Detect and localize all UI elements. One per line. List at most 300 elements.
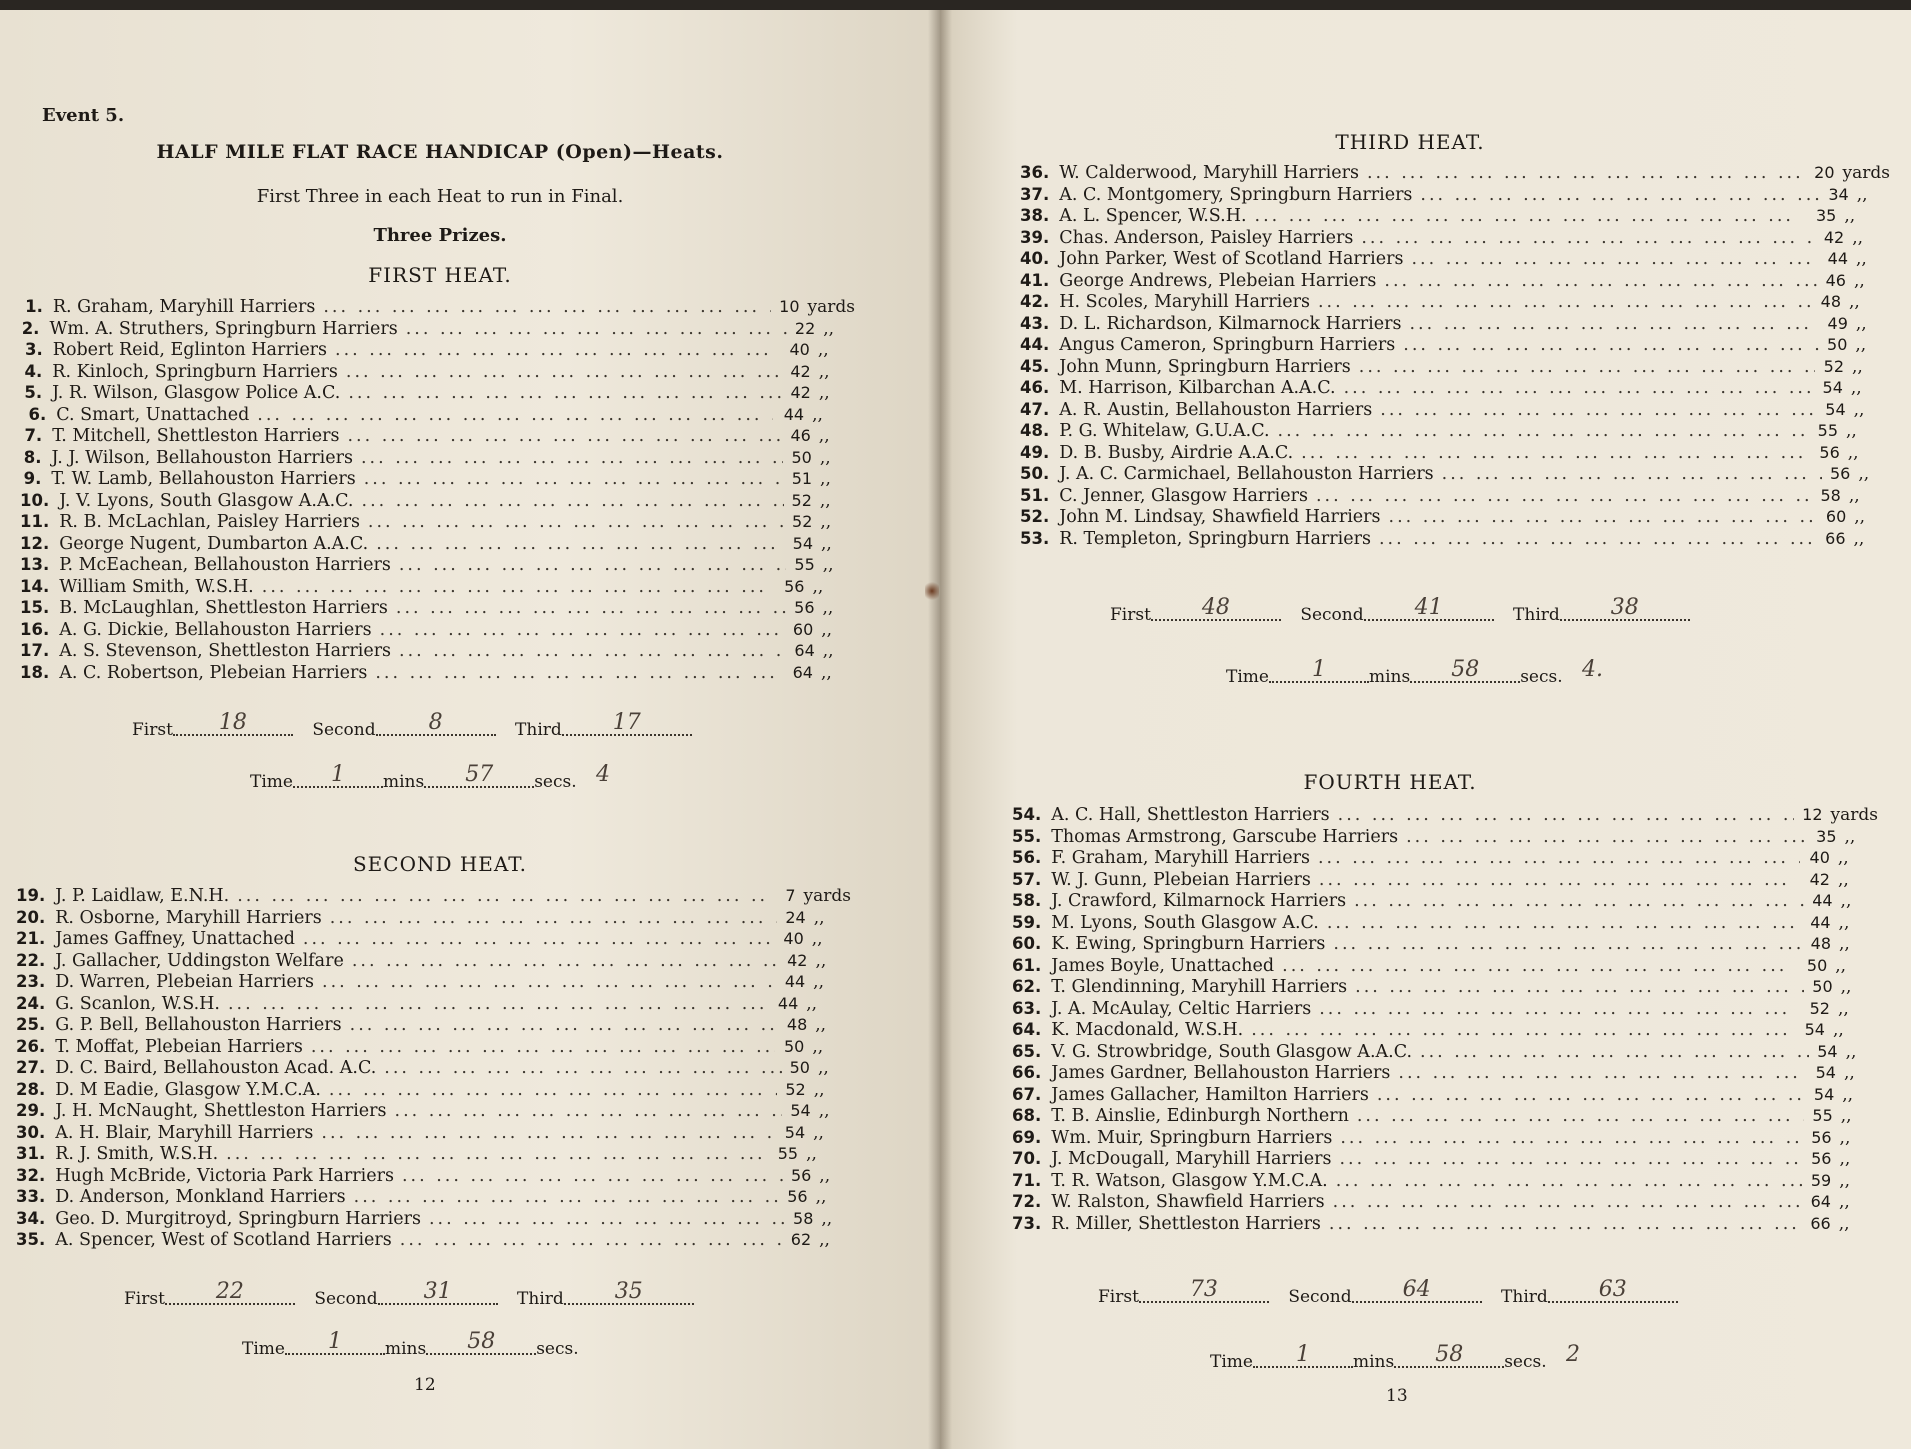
leader-dots	[329, 1080, 777, 1100]
third-label: Third	[517, 1289, 564, 1309]
entry-number: 4.	[24, 361, 43, 381]
entry-name: Angus Cameron, Springburn Harriers	[1059, 335, 1396, 355]
entry-row	[16, 1166, 851, 1188]
leader-dots	[1409, 314, 1819, 334]
entry-name: James Gardner, Bellahouston Harriers	[1051, 1063, 1391, 1083]
entry-handicap: 7	[785, 886, 796, 905]
entry-handicap-unit: ,,	[1838, 1213, 1850, 1234]
entry-handicap: 52	[791, 490, 812, 510]
entry-row	[1020, 357, 1890, 379]
entry-handicap: 56	[1811, 1127, 1832, 1147]
leader-dots	[352, 951, 779, 971]
entry-number: 19.	[16, 886, 46, 905]
entry-row	[20, 362, 855, 384]
entry-number: 42.	[1020, 292, 1050, 311]
entry-name: T. Mitchell, Shettleston Harriers	[52, 426, 340, 446]
entry-name: W. Ralston, Shawfield Harriers	[1051, 1192, 1325, 1212]
leader-dots	[1359, 357, 1815, 377]
entry-number: 36.	[1020, 163, 1050, 182]
entry-handicap-unit: yards	[1830, 805, 1878, 825]
entry-handicap-unit: ,,	[819, 1165, 831, 1186]
entry-number: 69.	[1012, 1127, 1042, 1147]
entry-row	[1020, 378, 1890, 400]
entry-handicap: 42	[787, 950, 808, 970]
mins-label: mins	[1368, 667, 1411, 687]
time-mins-value: 1	[327, 1329, 342, 1354]
entry-handicap-unit: ,,	[1837, 998, 1849, 1019]
leader-dots	[1318, 292, 1811, 312]
first-place-value: 22	[215, 1279, 244, 1304]
entry-handicap: 52	[792, 512, 813, 531]
entry-number: 64.	[1012, 1020, 1042, 1039]
entry-handicap: 50	[783, 1036, 805, 1056]
leader-dots	[1344, 378, 1814, 398]
entry-handicap-unit: ,,	[813, 907, 825, 928]
entry-row	[1012, 1214, 1878, 1236]
entry-handicap-unit: ,,	[1840, 1106, 1852, 1126]
entry-name: J. Crawford, Kilmarnock Harriers	[1051, 891, 1347, 911]
entry-handicap-unit: yards	[803, 886, 851, 906]
leader-dots	[350, 1015, 779, 1035]
entry-handicap-unit: ,,	[1839, 1127, 1851, 1148]
secs-label: secs.	[1520, 667, 1563, 687]
entry-handicap-unit: ,,	[818, 383, 830, 403]
leader-dots	[1282, 956, 1796, 976]
entry-handicap: 35	[1816, 826, 1837, 846]
entry-row	[20, 340, 855, 362]
race-note: First Three in each Heat to run in Final.	[256, 186, 624, 207]
entry-handicap-unit: ,,	[1856, 184, 1868, 205]
leader-dots	[257, 405, 772, 425]
time-mins-value: 1	[330, 762, 345, 787]
entry-row	[20, 534, 855, 556]
leader-dots	[1406, 827, 1808, 847]
first-place-value: 18	[218, 710, 247, 735]
entry-row	[16, 1144, 851, 1166]
entry-name: James Gallacher, Hamilton Harriers	[1051, 1084, 1369, 1105]
heat-entry-list	[1012, 805, 1878, 1235]
entry-handicap-unit: ,,	[1839, 934, 1850, 954]
leader-dots	[1329, 1214, 1801, 1234]
second-place-value: 31	[423, 1279, 452, 1304]
entry-handicap: 55	[1817, 421, 1839, 440]
third-place-value: 35	[614, 1279, 643, 1304]
entry-number: 63.	[1012, 998, 1042, 1018]
heat-entry-list	[16, 886, 851, 1252]
entry-handicap: 54	[790, 1101, 811, 1120]
entry-handicap-unit: ,,	[1840, 891, 1852, 911]
entry-row	[1012, 848, 1878, 870]
entry-name: Wm. A. Struthers, Springburn Harriers	[49, 318, 398, 339]
third-label: Third	[515, 720, 562, 740]
entry-row	[20, 620, 855, 642]
leader-dots	[406, 319, 787, 339]
entry-name: J. H. McNaught, Shettleston Harriers	[55, 1101, 387, 1121]
entry-number: 49.	[1020, 442, 1050, 462]
leader-dots	[399, 641, 786, 661]
leader-dots	[354, 1187, 780, 1207]
entry-row	[20, 598, 855, 620]
first-label: First	[1110, 605, 1151, 625]
entry-name: Thomas Armstrong, Garscube Harriers	[1051, 826, 1399, 847]
book-gutter	[928, 0, 952, 1449]
second-label: Second	[314, 1289, 378, 1309]
entry-handicap: 48	[786, 1015, 808, 1034]
entry-name: A. Spencer, West of Scotland Harriers	[55, 1230, 392, 1250]
heat-time	[250, 762, 611, 793]
entry-number: 18.	[20, 662, 50, 682]
entry-number: 48.	[1020, 421, 1050, 440]
entry-handicap: 55	[1812, 1106, 1833, 1125]
entry-number: 39.	[1020, 227, 1050, 247]
entry-handicap-unit: ,,	[1832, 1020, 1844, 1040]
leader-dots	[1420, 1042, 1809, 1062]
entry-number: 26.	[16, 1036, 46, 1056]
heat-title: THIRD HEAT.	[1335, 130, 1485, 154]
entry-row	[1020, 464, 1890, 486]
entry-row	[20, 297, 855, 319]
entry-handicap-unit: ,,	[820, 662, 832, 683]
entry-name: George Andrews, Plebeian Harriers	[1059, 270, 1377, 291]
entry-name: R. Miller, Shettleston Harriers	[1051, 1213, 1321, 1234]
entry-number: 17.	[20, 641, 50, 660]
time-label: Time	[1210, 1352, 1253, 1372]
entry-row	[1012, 1106, 1878, 1128]
entry-row	[1020, 443, 1890, 465]
entry-handicap: 12	[1802, 805, 1823, 824]
entry-row	[16, 994, 851, 1016]
entry-name: A. S. Stevenson, Shettleston Harriers	[59, 641, 392, 661]
entry-handicap-unit: ,,	[1855, 313, 1867, 334]
entry-name: T. Moffat, Plebeian Harriers	[55, 1036, 303, 1057]
heat-placings	[1098, 1277, 1678, 1307]
secs-label: secs.	[536, 1339, 579, 1359]
entry-name: J. J. Wilson, Bellahouston Harriers	[51, 447, 353, 468]
entry-handicap-unit: ,,	[821, 619, 833, 640]
entry-name: A. H. Blair, Maryhill Harriers	[55, 1122, 314, 1143]
leader-dots	[321, 1123, 776, 1143]
leader-dots	[1319, 870, 1800, 890]
entry-name: T. R. Watson, Glasgow Y.M.C.A.	[1051, 1170, 1328, 1191]
entry-number: 10.	[20, 490, 50, 510]
entry-handicap: 50	[789, 1058, 810, 1077]
entry-handicap-unit: ,,	[1835, 955, 1847, 976]
entry-number: 46.	[1020, 378, 1050, 397]
leader-dots	[346, 362, 782, 382]
entry-row	[1012, 956, 1878, 978]
entry-handicap-unit: ,,	[806, 993, 818, 1014]
entry-row	[1020, 163, 1890, 185]
entry-number: 66.	[1012, 1063, 1042, 1082]
leader-dots	[1355, 977, 1804, 997]
entry-name: R. J. Smith, W.S.H.	[55, 1144, 219, 1164]
entry-handicap-unit: ,,	[1852, 227, 1864, 248]
entry-number: 28.	[16, 1079, 46, 1099]
entry-number: 16.	[20, 619, 50, 639]
leader-dots	[1318, 848, 1800, 868]
entry-handicap: 34	[1828, 184, 1849, 204]
leader-dots	[1403, 335, 1819, 355]
entry-handicap-unit: ,,	[821, 533, 832, 554]
entry-handicap-unit: ,,	[1858, 464, 1870, 484]
time-mins-value: 1	[1295, 1342, 1310, 1367]
entry-number: 62.	[1012, 977, 1042, 996]
entry-handicap: 35	[1815, 206, 1837, 225]
entry-name: John M. Lindsay, Shawfield Harriers	[1059, 507, 1381, 527]
entry-handicap-unit: ,,	[1837, 869, 1849, 890]
time-label: Time	[242, 1339, 285, 1359]
entry-row	[16, 886, 851, 908]
entry-handicap-unit: ,,	[818, 361, 830, 382]
entry-handicap-unit: ,,	[820, 469, 831, 489]
entry-name: T. Glendinning, Maryhill Harriers	[1051, 977, 1348, 997]
time-fraction-value: 4.	[1582, 657, 1604, 682]
entry-name: A. C. Robertson, Plebeian Harriers	[59, 662, 368, 683]
entry-handicap: 58	[1820, 485, 1841, 505]
entry-number: 43.	[1020, 313, 1050, 333]
entry-handicap: 54	[792, 533, 813, 553]
heat-placings	[1110, 595, 1690, 625]
entry-number: 68.	[1012, 1106, 1042, 1125]
entry-name: P. McEachean, Bellahouston Harriers	[59, 555, 391, 575]
entry-name: J. McDougall, Maryhill Harriers	[1051, 1149, 1332, 1169]
entry-handicap-unit: ,,	[819, 1230, 830, 1250]
entry-handicap: 22	[794, 318, 816, 338]
leader-dots	[347, 426, 782, 446]
entry-handicap: 56	[1829, 464, 1851, 483]
entry-name: R. B. McLachlan, Paisley Harriers	[59, 512, 360, 532]
entry-number: 32.	[16, 1165, 46, 1185]
bleed-through-text	[360, 80, 374, 106]
time-mins-value: 1	[1311, 657, 1326, 682]
entry-name: R. Kinloch, Springburn Harriers	[52, 361, 338, 382]
entry-handicap: 56	[1819, 442, 1840, 462]
entry-handicap: 42	[790, 361, 811, 381]
entry-handicap-unit: ,,	[1840, 977, 1852, 997]
entry-number: 54.	[1012, 805, 1042, 824]
entry-row	[1012, 1020, 1878, 1042]
entry-row	[1020, 486, 1890, 508]
time-fraction-value: 4	[596, 762, 611, 787]
heat-title: FIRST HEAT.	[368, 263, 512, 287]
leader-dots	[1278, 421, 1806, 441]
entry-number: 47.	[1020, 399, 1050, 419]
entry-name: William Smith, W.S.H.	[59, 576, 254, 597]
entry-handicap-unit: ,,	[1849, 292, 1860, 312]
entry-handicap-unit: ,,	[1854, 507, 1866, 527]
third-place-value: 63	[1598, 1277, 1627, 1302]
entry-handicap-unit: ,,	[818, 1101, 830, 1121]
entry-row	[20, 448, 855, 470]
entry-number: 15.	[20, 598, 50, 617]
entry-handicap-unit: ,,	[1856, 249, 1867, 269]
entry-handicap-unit: ,,	[1848, 485, 1860, 506]
entry-handicap: 66	[1810, 1213, 1831, 1233]
entry-number: 60.	[1012, 934, 1042, 953]
entry-handicap-unit: ,,	[1845, 1041, 1857, 1062]
entry-handicap-unit: ,,	[1837, 848, 1849, 868]
entry-row	[1012, 999, 1878, 1021]
entry-row	[1012, 1192, 1878, 1214]
leader-dots	[303, 929, 774, 949]
leader-dots	[330, 908, 778, 928]
entry-handicap: 48	[1810, 934, 1832, 953]
entry-handicap-unit: ,,	[815, 950, 827, 971]
entry-row	[1012, 1128, 1878, 1150]
entry-handicap-unit: ,,	[1853, 528, 1865, 549]
entry-handicap: 50	[1806, 955, 1828, 975]
entry-handicap: 49	[1827, 313, 1848, 333]
page-number: 13	[1386, 1386, 1408, 1406]
time-secs-value: 58	[1451, 657, 1480, 682]
second-place-value: 64	[1402, 1277, 1431, 1302]
entry-handicap-unit: ,,	[806, 1144, 817, 1164]
entry-handicap: 51	[791, 469, 813, 488]
entry-handicap: 54	[1815, 1063, 1836, 1082]
leader-dots	[1301, 443, 1808, 463]
leader-dots	[1251, 1020, 1792, 1040]
entry-row	[16, 929, 851, 951]
leader-dots	[1327, 913, 1801, 933]
entry-row	[1020, 529, 1890, 551]
entry-name: C. Jenner, Glasgow Harriers	[1059, 485, 1308, 506]
entry-handicap-unit: ,,	[815, 1187, 827, 1207]
leader-dots	[376, 534, 784, 554]
entry-row	[16, 951, 851, 973]
entry-number: 7.	[24, 426, 43, 445]
entry-row	[20, 469, 855, 491]
entry-handicap: 52	[1823, 356, 1845, 376]
entry-row	[16, 1080, 851, 1102]
entry-number: 61.	[1012, 955, 1042, 975]
entry-number: 31.	[16, 1144, 46, 1163]
leader-dots	[237, 886, 763, 906]
entry-name: R. Templeton, Springburn Harriers	[1059, 528, 1371, 549]
entry-handicap: 54	[1825, 399, 1846, 419]
entry-name: K. Macdonald, W.S.H.	[1051, 1020, 1244, 1040]
entry-number: 50.	[1020, 464, 1050, 483]
entry-handicap: 40	[783, 929, 804, 948]
leader-dots	[1377, 1085, 1806, 1105]
leader-dots	[1389, 507, 1818, 527]
entry-handicap-unit: ,,	[813, 1079, 825, 1100]
leader-dots	[399, 555, 787, 575]
entry-number: 33.	[16, 1187, 46, 1206]
entry-row	[1012, 870, 1878, 892]
entry-handicap-unit: ,,	[817, 1058, 829, 1078]
time-secs-value: 57	[465, 762, 494, 787]
entry-number: 30.	[16, 1122, 46, 1142]
time-secs-value: 58	[1435, 1342, 1464, 1367]
entry-row	[16, 1058, 851, 1080]
entry-name: D. B. Busby, Airdrie A.A.C.	[1059, 442, 1294, 463]
entry-name: G. Scanlon, W.S.H.	[55, 993, 220, 1014]
third-label: Third	[1501, 1287, 1548, 1307]
entry-name: D. C. Baird, Bellahouston Acad. A.C.	[55, 1058, 377, 1078]
entry-handicap-unit: ,,	[811, 929, 823, 949]
entry-row	[1012, 1171, 1878, 1193]
entry-name: Wm. Muir, Springburn Harriers	[1051, 1127, 1333, 1148]
entry-row	[1020, 185, 1890, 207]
entry-row	[20, 663, 855, 685]
entry-handicap: 46	[790, 426, 811, 445]
first-place-value: 48	[1201, 595, 1230, 620]
entry-handicap: 58	[793, 1208, 814, 1228]
entry-handicap: 56	[1811, 1149, 1832, 1168]
entry-handicap: 46	[1825, 270, 1846, 290]
entry-name: A. L. Spencer, W.S.H.	[1059, 206, 1247, 226]
entry-row	[16, 1037, 851, 1059]
leader-dots	[335, 340, 781, 360]
entry-row	[1020, 421, 1890, 443]
entry-handicap: 40	[789, 340, 810, 359]
entry-handicap-unit: ,,	[820, 512, 832, 532]
entry-name: T. W. Lamb, Bellahouston Harriers	[51, 469, 356, 489]
entry-number: 59.	[1012, 912, 1042, 932]
entry-handicap-unit: ,,	[813, 972, 824, 992]
entry-handicap-unit: ,,	[1844, 206, 1856, 226]
entry-handicap: 54	[784, 1122, 806, 1142]
entry-name: C. Smart, Unattached	[56, 404, 250, 425]
entry-name: M. Harrison, Kilbarchan A.A.C.	[1059, 378, 1336, 398]
entry-number: 73.	[1012, 1213, 1042, 1233]
entry-handicap-unit: ,,	[1844, 826, 1856, 847]
entry-handicap-unit: yards	[1842, 163, 1890, 183]
leader-dots	[1357, 1106, 1804, 1126]
entry-number: 65.	[1012, 1041, 1042, 1061]
entry-handicap-unit: ,,	[815, 1015, 827, 1035]
entry-name: Geo. D. Murgitroyd, Springburn Harriers	[55, 1208, 421, 1229]
entry-row	[20, 641, 855, 663]
page-number: 12	[414, 1375, 436, 1395]
entry-row	[1020, 271, 1890, 293]
entry-number: 56.	[1012, 848, 1042, 867]
leader-dots	[228, 994, 766, 1014]
entry-number: 51.	[1020, 485, 1050, 505]
entry-handicap-unit: ,,	[1843, 1063, 1855, 1083]
entry-handicap: 44	[1810, 912, 1831, 932]
heat-title: FOURTH HEAT.	[1303, 770, 1477, 794]
entry-name: D. Anderson, Monkland Harriers	[55, 1187, 346, 1207]
entry-name: George Nugent, Dumbarton A.A.C.	[59, 533, 369, 554]
entry-row	[16, 908, 851, 930]
leader-dots	[1354, 891, 1804, 911]
entry-number: 8.	[23, 447, 42, 467]
entry-row	[16, 1209, 851, 1231]
entry-handicap-unit: ,,	[812, 404, 823, 425]
entry-handicap-unit: ,,	[822, 598, 834, 618]
heat-entry-list	[20, 297, 855, 684]
heat-title: SECOND HEAT.	[352, 852, 528, 876]
leader-dots	[1411, 249, 1819, 269]
entry-handicap-unit: ,,	[1838, 912, 1850, 933]
entry-row	[1020, 249, 1890, 271]
entry-handicap-unit: ,,	[822, 641, 834, 661]
entry-handicap-unit: ,,	[1853, 270, 1865, 291]
entry-handicap: 50	[1812, 977, 1833, 996]
entry-name: F. Graham, Maryhill Harriers	[1051, 848, 1310, 868]
leader-dots	[384, 1058, 781, 1078]
entry-row	[16, 1123, 851, 1145]
entry-handicap: 44	[777, 993, 799, 1013]
entry-handicap: 56	[794, 598, 815, 617]
leader-dots	[402, 1166, 783, 1186]
entry-handicap: 24	[785, 907, 806, 927]
heat-placings	[124, 1279, 694, 1309]
entry-handicap: 56	[784, 576, 805, 596]
heat-placings	[132, 710, 692, 740]
entry-handicap: 42	[1823, 227, 1845, 247]
